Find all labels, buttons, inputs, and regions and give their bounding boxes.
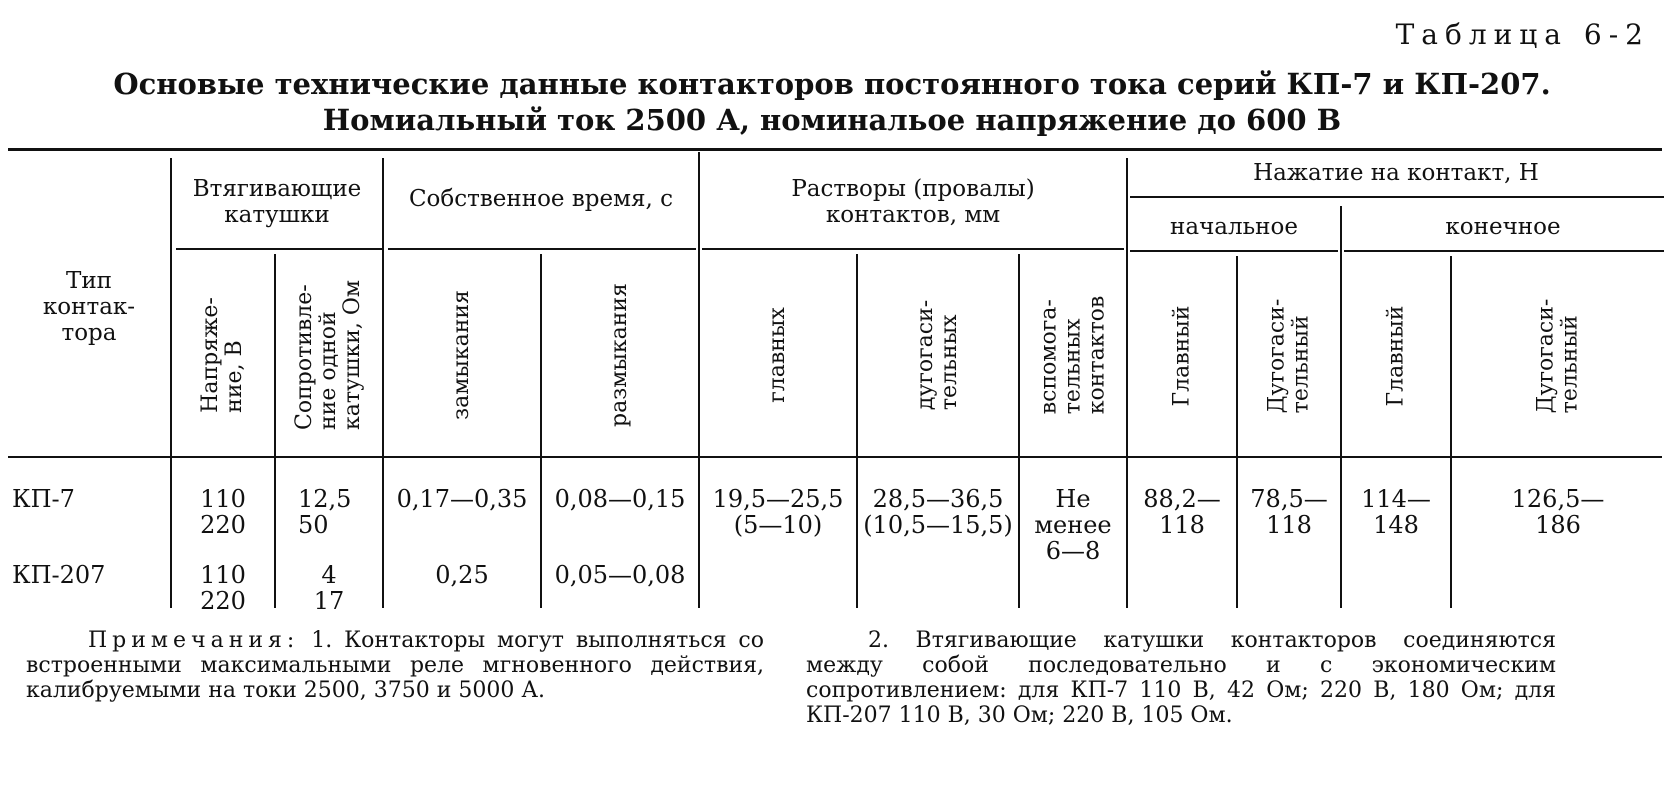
table-number: Таблица 6-2 (1395, 18, 1650, 51)
pressure-underline (1130, 196, 1664, 198)
header-aux-contacts: вспомога- тельных контактов (1036, 295, 1109, 415)
header-type: Тип контак- тора (42, 268, 136, 346)
row1-main-final: 114—148 (1361, 485, 1431, 539)
header-voltage: Напряже- ние, В (198, 297, 247, 413)
row2-opening: 0,05—0,08 (554, 561, 686, 589)
row1-arc-final: 126,5— 186 (1511, 485, 1605, 539)
note-1 (26, 628, 764, 703)
header-arc-initial: Дугогаси- тельный (1264, 298, 1314, 414)
row1-resistance: 12,5 50 (298, 485, 352, 539)
row1-type: КП-7 (12, 485, 75, 513)
header-main-initial: Главный (1168, 305, 1194, 407)
final-underline (1344, 250, 1664, 252)
row1-voltage: 110 220 (200, 485, 246, 539)
notes-label: Примечания: (88, 628, 300, 653)
time-underline (388, 248, 696, 250)
initial-underline (1130, 250, 1338, 252)
row1-arc-gap: 28,5—36,5 (10,5—15,5) (863, 485, 1013, 539)
header-final: конечное (1445, 214, 1561, 240)
header-closing: замыкания (449, 290, 474, 420)
row2-voltage: 110 220 (200, 561, 246, 615)
header-main-contacts: главных (765, 307, 790, 403)
note-1-text: 1. Контакторы могут выполняться со встроенными максимальными реле мгновенного действия, калибруемыми на токи 2500, 3750 и 5000 А. (26, 628, 764, 703)
row1-opening: 0,08—0,15 (554, 485, 686, 513)
coils-underline (176, 248, 384, 250)
row1-main-gap: 19,5—25,5 (5—10) (712, 485, 844, 539)
row1-aux-gap: Не менее 6—8 (1034, 485, 1112, 565)
header-initial: начальное (1170, 214, 1298, 240)
header-bottom-rule (8, 456, 1662, 458)
header-time: Собственное время, с (408, 186, 674, 212)
row2-type: КП-207 (12, 561, 106, 589)
note-2-text: 2. Втягивающие катушки контакторов соединяются между собой последовательно и с экономическим сопротивлением: для КП-7 110 В, 42 Ом; 220 В, 180 Ом; для КП-207 110 В, 30 Ом; 220 В, 105 Ом. (806, 628, 1556, 728)
row1-main-initial: 88,2— 118 (1143, 485, 1221, 539)
header-opening: размыкания (607, 283, 632, 427)
header-main-final: Главный (1382, 305, 1408, 407)
row1-closing: 0,17—0,35 (396, 485, 528, 513)
header-arc-contacts: дугогаси- тельных (912, 299, 962, 411)
header-coils: Втягивающие катушки (192, 176, 362, 228)
header-arc-final: Дугогаси- тельный (1532, 298, 1582, 414)
row2-resistance: 4 17 (313, 561, 345, 615)
note-2 (806, 628, 1556, 728)
gaps-underline (702, 248, 1124, 250)
table-title-line-1: Основые технические данные контакторов постоянного тока серий КП-7 и КП-207. (113, 67, 1551, 101)
row1-arc-initial: 78,5— 118 (1250, 485, 1328, 539)
table-top-rule (8, 148, 1662, 151)
table-title-line-2: Номиальный ток 2500 А, номинальое напряжение до 600 В (322, 103, 1342, 137)
row2-closing: 0,25 (435, 561, 489, 589)
header-pressure: Нажатие на контакт, Н (1253, 160, 1539, 186)
header-gaps: Растворы (провалы) контактов, мм (791, 176, 1035, 228)
header-resistance: Сопротивле- ние одной катушки, Ом (292, 280, 366, 430)
